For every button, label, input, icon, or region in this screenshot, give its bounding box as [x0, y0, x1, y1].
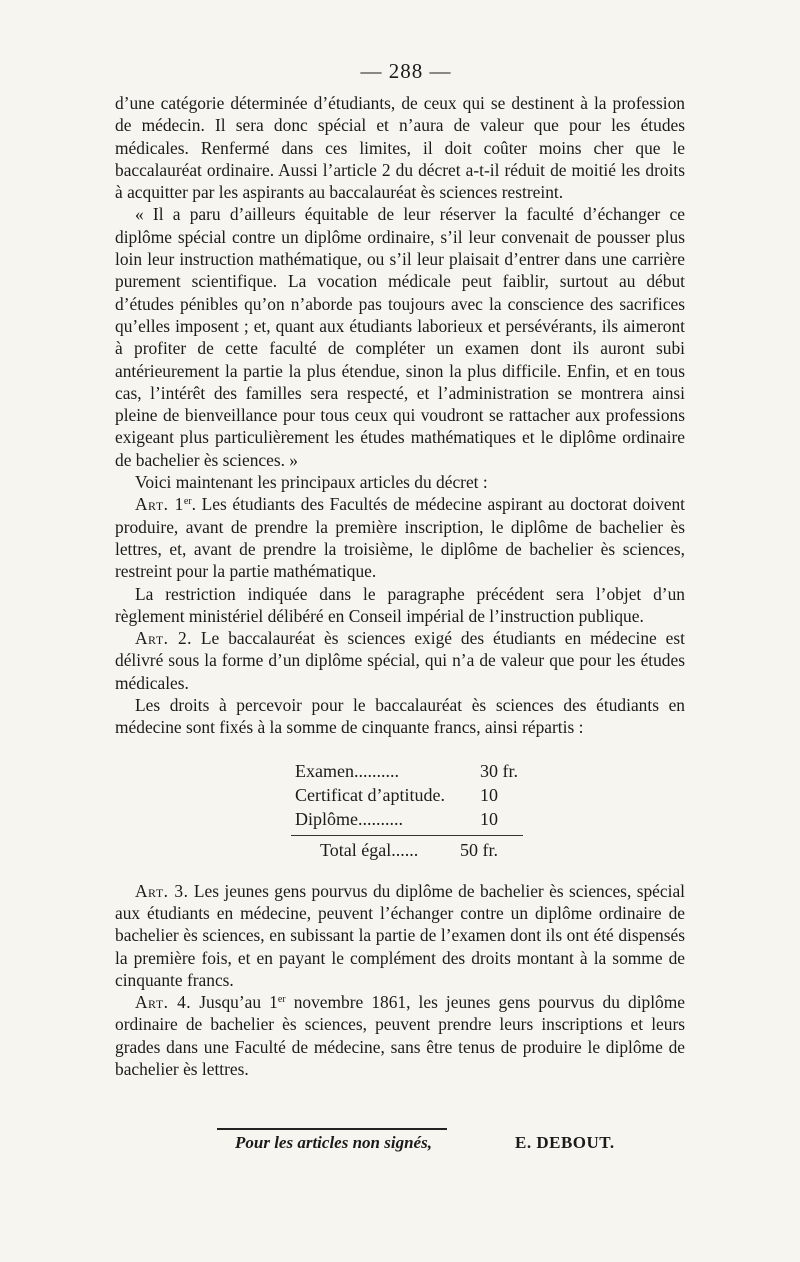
page-body [115, 58, 685, 1080]
page-footer [115, 1128, 685, 1153]
paragraph-droits: Les droits à percevoir pour le baccalauréat ès sciences des étudiants en médecine sont fixés à la somme de cinquante francs, ainsi répartis : [115, 695, 685, 738]
article-4-label: Art. 4. [135, 992, 192, 1013]
fee-amount: 10 [480, 784, 498, 805]
article-4-pre: Jusqu’au 1 [191, 992, 278, 1013]
paragraph-1: d’une catégorie déterminée d’étudiants, de ceux qui se destinent à la profession de médecin. Il sera donc spécial et n’aura de valeur que pour les études médicales. Renfermé dans ces limites, il doit coûter moins cher que le baccalauréat ordinaire. Aussi l’article 2 du décret a-t-il réduit de moitié les droits à acquitter par les aspirants au baccalauréat ès sciences restreint. [115, 93, 685, 203]
fee-row [115, 807, 685, 831]
article-3-text: Les jeunes gens pourvus du diplôme de bachelier ès sciences, spécial aux étudiants en médecine, peuvent l’échanger contre un diplôme ordinaire de bachelier ès sciences, en subissant la partie de l’examen dont ils ont été dispensés la première fois, et en payant le complément des droits montant à la somme de cinquante francs. [115, 880, 685, 990]
footer-line [115, 1133, 685, 1153]
article-4-sup: er [277, 994, 286, 1006]
fees-table [115, 759, 685, 862]
fee-label: Examen.......... [295, 760, 399, 781]
footer-author: E. DEBOUT. [515, 1133, 615, 1152]
footer-divider [217, 1128, 447, 1130]
page-number: — 288 — [360, 59, 452, 83]
article-2-label: Art. 2. [135, 628, 192, 649]
article-3-label: Art. 3. [135, 880, 189, 901]
fee-total-row [115, 838, 685, 862]
paragraph-restriction: La restriction indiquée dans le paragraphe précédent sera l’objet d’un règlement ministériel délibéré en Conseil impérial de l’instruction publique. [115, 583, 685, 626]
article-4-text: novembre 1861, les jeunes gens pourvus du diplôme ordinaire de bachelier ès sciences, peuvent prendre leurs inscriptions et leurs grades dans une Faculté de médecine, sans être tenus de produire le diplôme de bachelier ès lettres. [115, 992, 685, 1079]
footer-note: Pour les articles non signés, [235, 1133, 432, 1152]
fee-amount: 30 fr. [480, 760, 518, 781]
article-1 [115, 493, 685, 582]
article-1-text: . Les étudiants des Facultés de médecine aspirant au doctorat doivent produire, avant de prendre la première inscription, le diplôme de bachelier ès lettres, et, avant de prendre la troisième, le diplôme de bachelier ès sciences, restreint pour la partie mathématique. [115, 494, 685, 582]
article-2 [115, 627, 685, 694]
fee-row [115, 759, 685, 783]
fee-row [115, 783, 685, 807]
fee-label: Diplôme.......... [295, 808, 403, 829]
article-2-text: Le baccalauréat ès sciences exigé des étudiants en médecine est délivré sous la forme d’un diplôme spécial, qui n’a de valeur que pour les études médicales. [115, 628, 685, 693]
article-1-label: Art. 1 [135, 494, 184, 515]
fee-divider [291, 835, 523, 836]
fee-label: Certificat d’aptitude. [295, 784, 445, 805]
paragraph-3: Voici maintenant les principaux articles du décret : [135, 472, 488, 493]
article-3 [115, 880, 685, 991]
article-1-sup: er [183, 496, 192, 508]
article-4 [115, 991, 685, 1080]
fee-amount: 10 [480, 808, 498, 829]
fee-total-amount: 50 fr. [460, 839, 498, 860]
fee-total-label: Total égal...... [320, 839, 419, 860]
paragraph-2: « Il a paru d’ailleurs équitable de leur réserver la faculté d’échanger ce diplôme spécial contre un diplôme ordinaire, s’il leur convenait de pousser plus loin leur instruction mathématique, ou s’il leur plaisait d’entrer dans une carrière purement scientifique. La vocation médicale peut faiblir, surtout au début d’études pénibles qu’on n’aborde pas toujours avec la conscience des sacrifices qu’elles imposent ; et, quant aux étudiants laborieux et persévérants, ils aimeront à profiter de cette faculté de compléter un examen dont ils auront subi antérieurement la partie la plus étendue, sinon la plus difficile. Enfin, et en tous cas, l’intérêt des familles sera respecté, et l’administration se montrera ainsi pleine de bienveillance pour tous ceux qui voudront se rattacher aux professions exigeant plus particulièrement les études mathématiques et le diplôme ordinaire de bachelier ès sciences. » [115, 204, 685, 470]
